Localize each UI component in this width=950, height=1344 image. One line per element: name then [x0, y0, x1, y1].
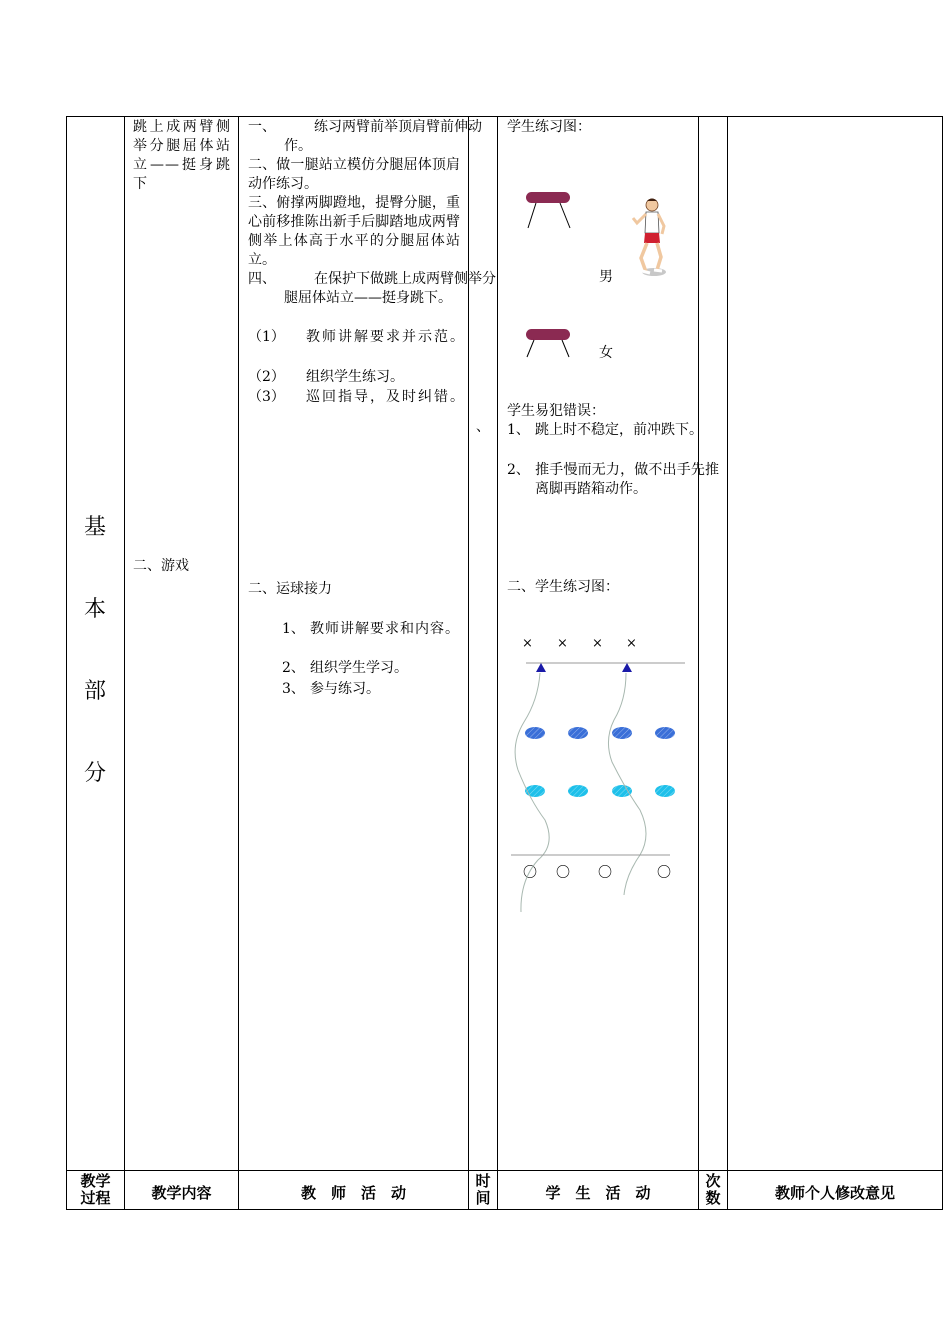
game-step-num: 3、	[282, 681, 305, 697]
vault-box-icon	[526, 329, 570, 357]
o-mark: 〇	[556, 865, 570, 881]
x-mark: ×	[522, 636, 533, 651]
arrow-up-icon	[622, 663, 632, 672]
section-char: 基	[84, 515, 107, 540]
ball-row	[525, 727, 675, 739]
header-student-activity: 学 生 活 动	[545, 1184, 651, 1202]
content-item-vault: 跳上成两臂侧举分腿屈体站立——挺身跳下	[133, 119, 231, 192]
teacher-step: 三、俯撑两脚蹬地，提臀分腿，重心前移推陈出新手后脚踏地成两臂侧举上体高于水平的分腿屈体站立。	[248, 195, 460, 268]
dribble-path	[608, 673, 646, 895]
game-step-text: 教师讲解要求和内容。	[310, 621, 460, 637]
header-process: 教学 过程	[80, 1172, 111, 1207]
time-mark: 、	[476, 419, 490, 435]
error-text: 跳上时不稳定，前冲跌下。	[535, 422, 703, 438]
game-step-num: 2、	[282, 660, 305, 676]
content-item-game: 二、游戏	[133, 558, 189, 574]
step-num: 一、	[248, 119, 276, 135]
practice-title: 学生练习图：	[507, 119, 591, 135]
o-mark: 〇	[523, 865, 537, 881]
x-mark: ×	[557, 636, 568, 651]
label-male: 男	[599, 269, 613, 285]
header-teacher-activity: 教 师 活 动	[300, 1184, 406, 1202]
step-text: 练习两臂前举顶肩臂前伸动作。	[284, 119, 482, 154]
game-title: 二、运球接力	[248, 581, 332, 597]
error-num: 1、	[507, 422, 530, 438]
x-mark: ×	[626, 636, 637, 651]
o-mark: 〇	[598, 865, 612, 881]
errors-title: 学生易犯错误：	[507, 403, 605, 419]
step-text: 在保护下做跳上成两臂侧举分腿屈体站立——挺身跳下。	[284, 271, 496, 306]
game-step-num: 1、	[282, 621, 305, 637]
running-student-icon	[633, 199, 666, 277]
header-time: 时 间	[475, 1172, 491, 1207]
header-teacher-notes: 教师个人修改意见	[774, 1184, 895, 1202]
ball-row	[525, 785, 675, 797]
o-mark: 〇	[657, 865, 671, 881]
x-mark: ×	[592, 636, 603, 651]
substep-text: 巡回指导，及时纠错。	[306, 389, 466, 405]
substep-text: 组织学生练习。	[306, 369, 404, 385]
arrow-up-icon	[536, 663, 546, 672]
substep-num: （3）	[248, 389, 285, 405]
game-diagram-title: 二、学生练习图：	[507, 579, 619, 595]
substep-num: （1）	[248, 329, 285, 345]
substep-num: （2）	[248, 369, 285, 385]
vault-box-icon	[526, 192, 570, 228]
header-count: 次 数	[705, 1172, 721, 1207]
section-char: 本	[84, 597, 107, 622]
game-step-text: 参与练习。	[310, 681, 380, 697]
substep-text: 教师讲解要求并示范。	[306, 329, 466, 345]
section-char: 部	[84, 679, 107, 704]
game-step-text: 组织学生学习。	[310, 660, 408, 676]
error-num: 2、	[507, 462, 530, 478]
step-num: 四、	[248, 271, 276, 287]
header-content: 教学内容	[151, 1184, 212, 1202]
error-text: 推手慢而无力，做不出手先推离脚再踏箱动作。	[535, 462, 719, 497]
label-female: 女	[599, 345, 613, 361]
section-char: 分	[84, 761, 107, 786]
teacher-step: 二、做一腿站立模仿分腿屈体顶肩动作练习。	[248, 157, 460, 192]
